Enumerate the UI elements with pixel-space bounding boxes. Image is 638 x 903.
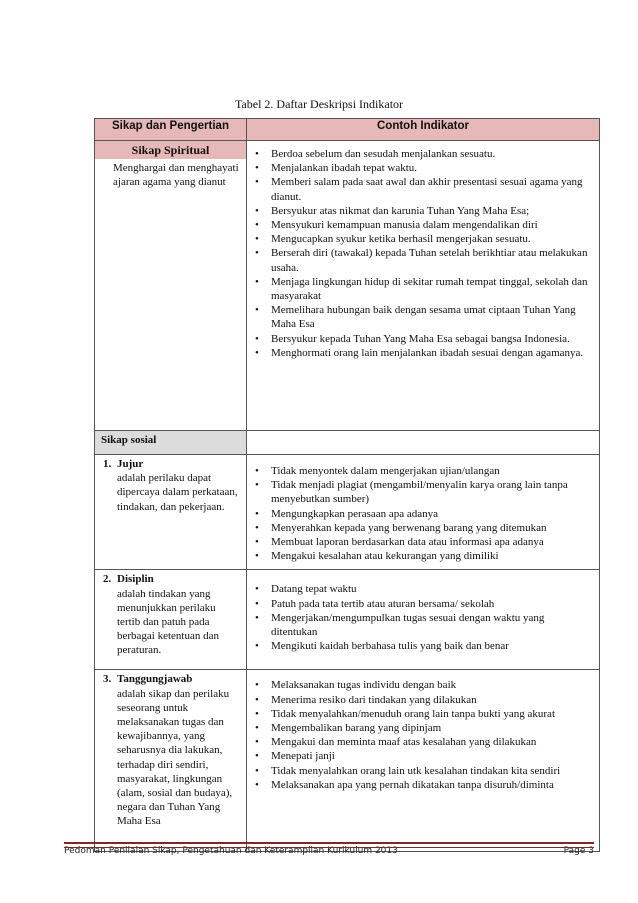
indicator-item: • Mengakui dan meminta maaf atas kesalahan yang dilakukan [247, 735, 593, 749]
indicator-item: • Memberi salam pada saat awal dan akhir presentasi sesuai agama yang dianut. [247, 175, 593, 203]
indicator-item: • Mengerjakan/mengumpulkan tugas sesuai dengan waktu yang ditentukan [247, 611, 593, 639]
tanggungjawab-indicator-list [247, 670, 599, 798]
indicator-item: • Memelihara hubungan baik dengan sesama umat ciptaan Tuhan Yang Maha Esa [247, 303, 593, 331]
indicator-item: • Tidak menyalahkan orang lain utk kesalahan tindakan kita sendiri [247, 764, 593, 778]
jujur-indicator-list [247, 455, 599, 569]
indicator-item: • Menghormati orang lain menjalankan ibadah sesuai dengan agamanya. [247, 346, 593, 360]
spiritual-indicator-list [247, 141, 599, 366]
item-number: 3. [103, 673, 112, 686]
social-item-row [95, 455, 600, 570]
indicator-item: • Melaksanakan tugas individu dengan baik [247, 678, 593, 692]
indicator-item: • Melaksanakan apa yang pernah dikatakan tanpa disuruh/diminta [247, 778, 593, 792]
item-description: adalah perilaku dapat dipercaya dalam perkataan, tindakan, dan pekerjaan. [117, 472, 238, 513]
page-number: Page 3 [563, 846, 594, 856]
spiritual-indicators-cell [247, 141, 600, 431]
header-indicator: Contoh Indikator [247, 119, 600, 141]
indicator-item: • Mengucapkan syukur ketika berhasil mengerjakan sesuatu. [247, 232, 593, 246]
indicator-item: • Menerima resiko dari tindakan yang dilakukan [247, 693, 593, 707]
indicator-item: • Mengungkapkan perasaan apa adanya [247, 507, 593, 521]
indicator-item: • Mensyukuri kemampuan manusia dalam mengendalikan diri [247, 218, 593, 232]
item-description: adalah tindakan yang menunjukkan perilaku tertib dan patuh pada berbagai ketentuan dan peraturan. [117, 587, 220, 657]
table-caption: Tabel 2. Daftar Deskripsi Indikator [234, 97, 404, 111]
indicator-item: • Tidak menyontek dalam mengerjakan ujian/ulangan [247, 464, 593, 478]
social-heading-row [95, 431, 600, 455]
social-heading: Sikap sosial [95, 431, 247, 455]
spiritual-description: Menghargai dan menghayati ajaran agama yang dianut [113, 162, 239, 189]
footer-rule [64, 847, 594, 848]
indicator-item: • Bersyukur atas nikmat dan karunia Tuhan Yang Maha Esa; [247, 204, 593, 218]
item-title: Tanggungjawab [117, 673, 193, 686]
social-item-row [95, 670, 600, 852]
social-item-row [95, 570, 600, 670]
indicator-table [94, 118, 600, 852]
indicator-item: • Bersyukur kepada Tuhan Yang Maha Esa sebagai bangsa Indonesia. [247, 332, 593, 346]
indicator-item: • Menjaga lingkungan hidup di sekitar rumah tempat tinggal, sekolah dan masyarakat [247, 275, 593, 303]
indicator-item: • Mengembalikan barang yang dipinjam [247, 721, 593, 735]
indicator-item: • Menepati janji [247, 749, 593, 763]
indicator-item: • Membuat laporan berdasarkan data atau informasi apa adanya [247, 535, 593, 549]
disiplin-indicator-list [247, 570, 599, 659]
indicator-item: • Tidak menjadi plagiat (mengambil/menyalin karya orang lain tanpa menyebutkan sumber) [247, 478, 593, 506]
item-title: Disiplin [117, 573, 154, 586]
item-description: adalah sikap dan perilaku seseorang untuk melaksanakan tugas dan kewajibannya, yang seharusnya dia lakukan, terhadap diri sendiri, masyarakat, lingkungan (alam, sosial dan budaya), negara dan Tuhan Yang Maha Esa [117, 687, 233, 828]
indicator-item: • Berserah diri (tawakal) kepada Tuhan setelah berikhtiar atau melakukan usaha. [247, 246, 593, 274]
item-title: Jujur [117, 458, 144, 470]
spiritual-heading: Sikap Spiritual [95, 141, 246, 159]
footer-document-title: Pedoman Penilaian Sikap, Pengetahuan dan Keterampilan Kurikulum 2013 [64, 846, 398, 856]
indicator-item: • Mengikuti kaidah berbahasa tulis yang baik dan benar [247, 639, 593, 653]
indicator-item: • Menjalankan ibadah tepat waktu. [247, 161, 593, 175]
spiritual-cell [95, 141, 247, 431]
table-header-row [95, 119, 600, 141]
indicator-item: • Menyerahkan kepada yang berwenang barang yang ditemukan [247, 521, 593, 535]
indicator-item: • Tidak menyalahkan/menuduh orang lain tanpa bukti yang akurat [247, 707, 593, 721]
item-number: 1. [103, 458, 112, 470]
indicator-item: • Mengakui kesalahan atau kekurangan yang dimiliki [247, 549, 593, 563]
indicator-item: • Berdoa sebelum dan sesudah menjalankan sesuatu. [247, 147, 593, 161]
spiritual-row [95, 141, 600, 431]
indicator-item: • Datang tepat waktu [247, 582, 593, 596]
item-number: 2. [103, 573, 112, 586]
indicator-item: • Patuh pada tata tertib atau aturan bersama/ sekolah [247, 597, 593, 611]
page-footer [64, 842, 594, 856]
header-attitude: Sikap dan Pengertian [95, 119, 247, 141]
